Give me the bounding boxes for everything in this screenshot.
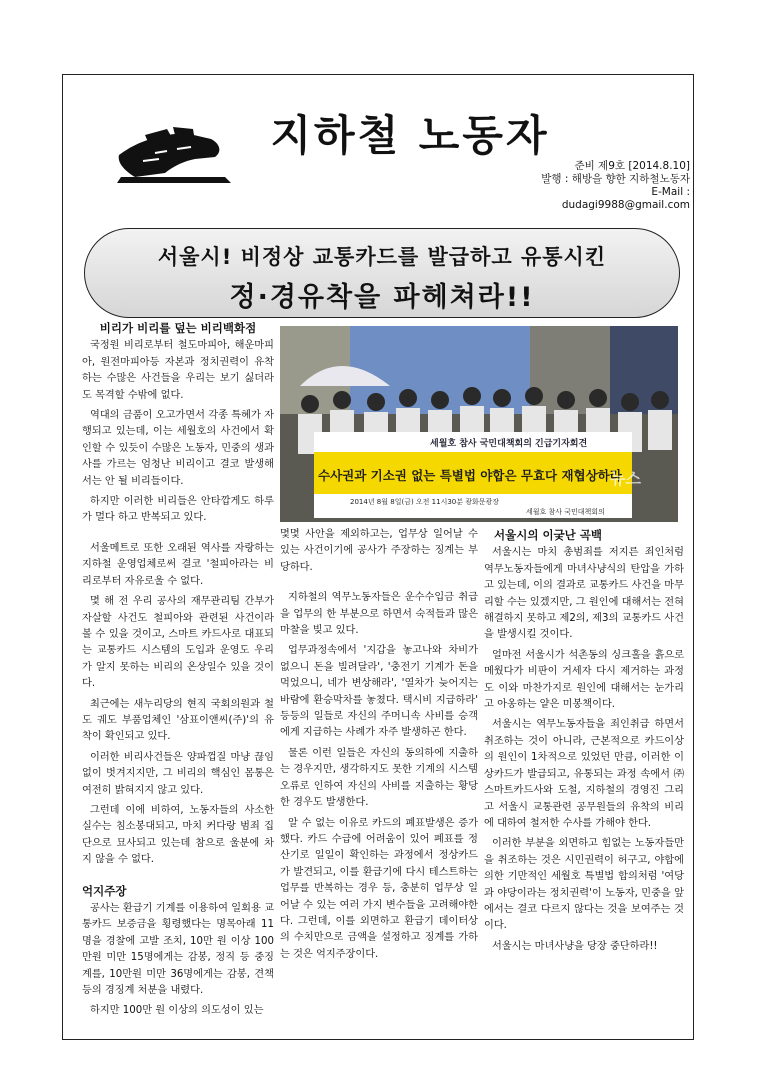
publisher: 발행 : 해방을 향한 지하철노동자 <box>541 173 690 185</box>
paragraph: 알 수 없는 이유로 카드의 폐표발생은 증가했다. 카드 수급에 어려움이 있어 폐표를 정산기로 일일이 확인하는 과정에서 정상카드가 발견되고, 이를 환급기에 다시 테스트하는 업무를 반복하는 경우 등, 충분히 업무상 일어날 수 있는 여러 가지 변수들을 고려해야한다. 그런데, 이를 외면하고 환급기 데이터상의 수치만으로 금액을 설정하고 징계를 가하는 것은 억지주장이다. <box>280 817 478 960</box>
paragraph: 이러한 비리사건들은 양파껍질 마냥 끊임없이 벗겨지지만, 그 비리의 핵심인 몸통은 여전히 밝혀지지 않고 있다. <box>82 751 274 796</box>
headline-line-2: 정·경유착을 파헤쳐라!! <box>229 282 535 313</box>
photo-banner-date: 2014년 8월 8일(금) 오전 11시30분 광화문광장 <box>350 498 500 506</box>
paragraph: 서울시는 마치 총범죄를 저지른 죄인처럼 역무노동자들에게 마녀사냥식의 탄압을 가하고 있는데, 이의 결과로 교통카드 사건을 마무리할 수는 있겠지만, 그 원인에 대해서는 전혀 해결하지 못하고 제2의, 제3의 교통카드 사건을 발생시킬 것이다. <box>484 547 684 641</box>
paragraph: 지하철의 역무노동자들은 운수수입금 취급을 업무의 한 부분으로 하면서 숙적들과 많은 마찰을 빚고 있다. <box>280 592 478 637</box>
paragraph: 최근에는 새누리당의 현직 국회의원과 철도 궤도 부품업체인 '삼표이앤씨(주)'의 유착이 확인되고 있다. <box>82 698 274 743</box>
protest-photo <box>280 326 678 522</box>
article-column-1 <box>82 320 274 1024</box>
email: E-Mail : dudagi9988@gmail.com <box>561 186 690 211</box>
photo-banner-small: 세월호 참사 국민대책회의 긴급기자회견 <box>430 439 588 449</box>
paragraph: 서울시는 역무노동자들을 죄인취급 하면서 취조하는 것이 아니라, 근본적으로 카드이상의 원인이 1차적으로 있었던 만큼, 이러한 이상카드가 발급되고, 유통되는 과정 속에서 ㈜스마트카드사와 도철, 지하철의 경영진 그리고 서울시 교통관련 공무원들의 유착의 비리에 대하여 철저한 수사를 가해야 한다. <box>484 719 684 829</box>
article-column-2 <box>280 527 478 967</box>
paragraph: 공사는 환급기 기계를 이용하여 일회용 교통카드 보증금을 횡령했다는 명목아래 11명을 경찰에 고발 조치, 10만 원 이상 100만원 미만 15명에게는 감봉, 정직 등 중징계를, 10만원 미만 36명에게는 감봉, 견책 등의 경징계 처분을 내렸다. <box>82 903 274 997</box>
paragraph: 하지만 100만 원 이상의 의도성이 있는 <box>90 1005 264 1017</box>
paragraph: 이러한 부분을 외면하고 힘없는 노동자들만을 취조하는 것은 시민권력이 허구고, 야합에 의한 기만적인 세월호 특별법 합의처럼 '여당과 야당이라는 정치권력'이 노동자, 민중을 앞에서는 결코 다르지 않다는 것을 보여주는 것이다. <box>484 838 684 932</box>
paragraph: 서울메트로 또한 오래된 역사를 자랑하는 지하철 운영업체로써 결코 '철피아라는 비리로부터 자유로울 수 없다. <box>82 542 274 587</box>
paragraph: 얼마전 서울시가 석촌동의 싱크홀을 흙으로 메웠다가 비판이 거세자 다시 제거하는 과정도 이와 마찬가지로 원인에 대해서는 눈가리고 아옹하는 얕은 미봉책이다. <box>484 649 684 711</box>
paragraph: 역대의 금품이 오고가면서 각종 특혜가 자행되고 있는데, 이는 세월호의 사건에서 확인할 수 있듯이 수많은 노동자, 민중의 생과 사를 가르는 엄청난 비리이고 결코 발생해서는 안 될 비리들이다. <box>82 410 274 487</box>
paragraph: 하지만 이러한 비리들은 안타깝게도 하루가 멀다 하고 반복되고 있다. <box>82 496 274 524</box>
paragraph: 몇몇 사안을 제외하고는, 업무상 일어날 수 있는 사건이기에 공사가 주장하는 징계는 부당하다. <box>280 529 478 573</box>
paragraph: 서울시는 마녀사냥을 당장 중단하라!! <box>492 940 658 952</box>
photo-banner-org: 세월호 참사 국민대책회의 <box>526 508 605 516</box>
paragraph: 업무과정속에서 '지갑을 놓고나와 차비가 없으니 돈을 빌려달라', '충전기 기계가 돈을 먹었으니, 네가 변상해라', '열차가 늦어지는 바람에 환승막차를 놓쳤다. 택시비 지급하라' 등등의 일들로 자신의 주머니속 사비를 승객에게 지급하는 사례가 자주 발생하곤 한다. <box>280 645 478 739</box>
paragraph: 물론 이런 일들은 자신의 동의하에 지출하는 경우지만, 생각하지도 못한 기계의 시스템 오류로 인하여 자신의 사비를 지출하는 황당한 경우도 발생한다. <box>280 747 478 809</box>
article-column-3 <box>484 527 684 959</box>
column-1-heading: 비리가 비리를 덮는 비리백화점 <box>99 321 257 335</box>
issue-number: 준비 제9호 [2014.8.10] <box>574 160 690 172</box>
headline-banner <box>84 228 680 318</box>
paragraph: 그런데 이에 비하여, 노동자들의 사소한 실수는 침소봉대되고, 마치 커다랑 범죄 집단으로 묘사되고 있는데 참으로 울분에 차지 않을 수 없다. <box>82 804 274 866</box>
headline-line-1: 서울시! 비정상 교통카드를 발급하고 유통시킨 <box>157 245 607 269</box>
paragraph: 몇 해 전 우리 공사의 재무관리팀 간부가 자살할 사건도 철피아와 관련된 사건이라 볼 수 있을 것이고, 스마트 카드사로 대표되는 교통카드 시스템의 도입과 운영도 우리가 알지 못하는 비리의 온상일수 있을 것이다. <box>82 596 274 690</box>
photo-banner-main: 수사권과 기소권 없는 특별법 야합은 무효다 재협상하라 <box>318 468 622 483</box>
masthead-info <box>520 160 690 212</box>
column-3-heading: 서울시의 이궂난 곡백 <box>494 528 602 542</box>
paragraph: 국정원 비리로부터 철도마피아, 해운마피아, 원전마피아등 자본과 정치권력이 유착하는 수많은 사건들을 우리는 보기 싫더라도 목격할 수밖에 없다. <box>82 340 274 401</box>
publication-title: 지하철 노동자 <box>270 111 550 160</box>
photo-watermark: 뉴스 <box>610 469 641 488</box>
column-1-heading-2: 억지주장 <box>82 883 127 898</box>
